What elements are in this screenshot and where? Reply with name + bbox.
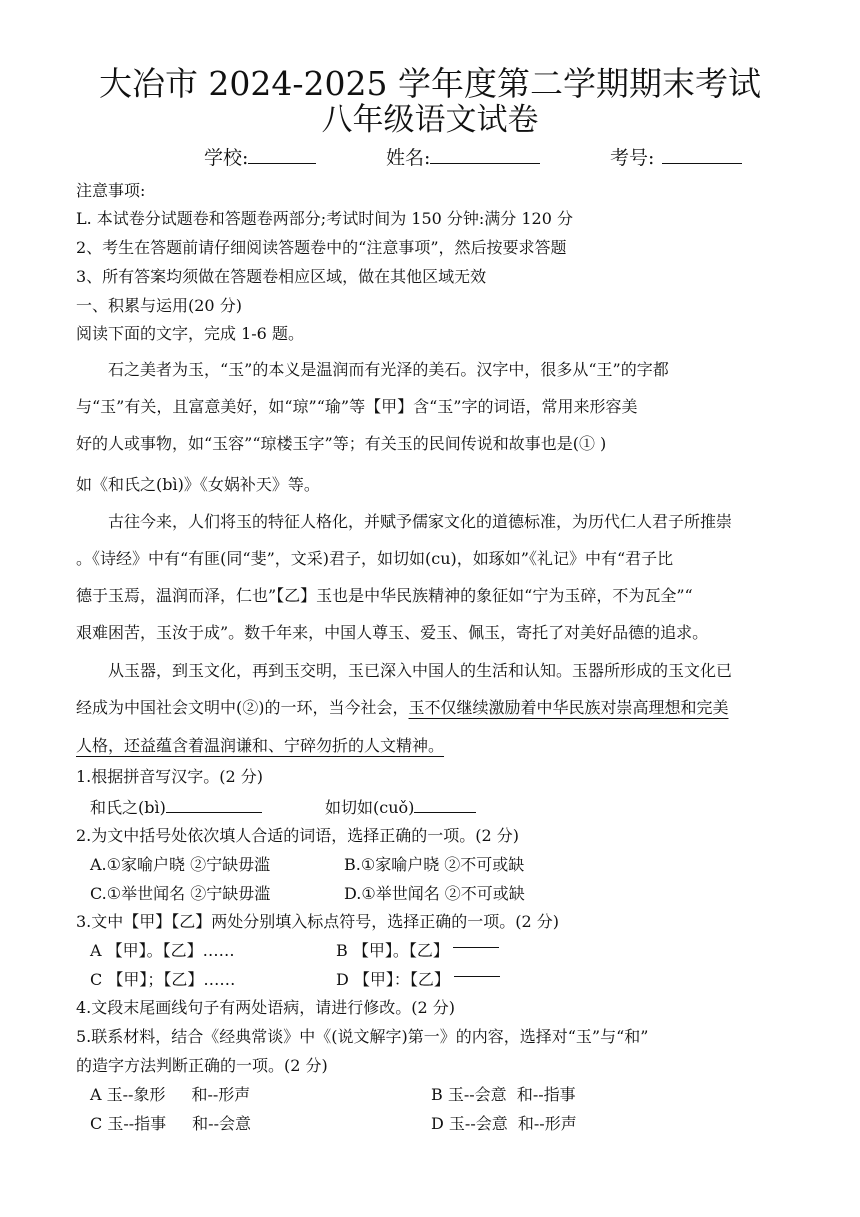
dash-mark [453,947,499,948]
exam-subtitle: 八年级语文试卷 [321,102,539,138]
notice-item: 2、考生在答题前请仔细阅读答题卷中的“注意事项”，然后按要求答题 [76,238,567,257]
school-field [204,145,316,171]
passage-line: 与“玉”有关，且富意美好，如“琼”“瑜”等【甲】含“玉”字的词语，常用来形容美 [76,397,638,416]
passage-line: 石之美者为玉，“玉”的本义是温润而有光泽的美石。汉字中，很多从“王”的字都 [108,360,669,379]
passage-line: 好的人或事物，如“玉容”“琼楼玉字”等；有关玉的民间传说和故事也是(① ) [76,434,607,453]
option-b[interactable]: B.①家喻户晓 ②不可或缺 [344,855,525,874]
notice-heading: 注意事项: [76,181,146,200]
passage-line-mixed [76,697,729,719]
option-d[interactable]: D 玉--会意 和--形声 [431,1114,577,1133]
q1-b-text: 如切如(cuǒ) [325,798,415,817]
id-label: 考号: [610,147,655,169]
q1-a-text: 和氏之(bì) [90,798,166,817]
option-d-text: D 【甲】：【乙】 [336,970,450,989]
id-field [610,145,742,171]
section-instruction: 阅读下面的文字，完成 1-6 题。 [76,324,304,343]
passage-line: 古往今来，人们将玉的特征人格化，并赋予儒家文化的道德标准，为历代仁人君子所推崇 [108,512,733,531]
name-label: 姓名: [386,147,431,169]
option-d[interactable]: D.①举世闻名 ②不可或缺 [344,884,525,903]
option-a-part1: A 玉--象形 [90,1085,166,1104]
question-stem: 4.文段末尾画线句子有两处语病，请进行修改。(2 分) [76,998,456,1017]
q1-a-blank[interactable] [166,798,262,813]
option-b[interactable] [336,940,499,962]
name-blank[interactable] [430,145,540,164]
underlined-sentence: 玉不仅继续激励着中华民族对崇高理想和完美 [408,698,729,717]
question-stem: 的造字方法判断正确的一项。(2 分) [76,1056,328,1075]
notice-item: L. 本试卷分试题卷和答题卷两部分;考试时间为 150 分钟:满分 120 分 [76,209,574,228]
section-heading: 一、积累与运用(20 分) [76,296,242,315]
name-field [386,145,540,171]
notice-item: 3、所有答案均须做在答题卷相应区域，做在其他区域无效 [76,267,487,286]
school-blank[interactable] [248,145,316,164]
passage-line: 从玉器，到玉文化，再到玉交明，玉已深入中国人的生活和认知。玉器所形成的玉文化已 [108,661,733,680]
passage-line: 艰难困苦，玉汝于成”。数千年来，中国人尊玉、爱玉、佩玉，寄托了对美好品德的追求。 [76,623,709,642]
passage-line: 德于玉焉，温润而泽，仁也”【乙】玉也是中华民族精神的象征如“宁为玉碎，不为瓦全”“ [76,586,693,605]
passage-line: 如《和氏之(bì)》《女娲补天》等。 [76,475,320,494]
exam-title: 大冶市 2024-2025 学年度第二学期期末考试 [98,64,762,103]
passage-text: 经成为中国社会文明中(②)的一环，当今社会， [76,698,409,717]
question-stem: 1.根据拼音写汉字。(2 分) [76,767,264,786]
option-a[interactable]: A 【甲】。【乙】…… [90,941,235,960]
question-stem: 3.文中【甲】【乙】两处分别填入标点符号，选择正确的一项。(2 分) [76,912,560,931]
q1-item-b [325,797,476,819]
option-c-part2: 和--会意 [192,1114,251,1133]
question-stem: 2.为文中括号处依次填人合适的词语，选择正确的一项。(2 分) [76,826,520,845]
option-b-text: B 【甲】。【乙】 [336,941,449,960]
option-a[interactable]: A.①家喻户晓 ②宁缺毋滥 [90,855,271,874]
option-d[interactable] [336,969,500,991]
option-c-part1: C 玉--指事 [90,1114,167,1133]
passage-line: 。《诗经》中有“有匪(同“斐”，文采)君子，如切如(cu)，如琢如”《礼记》中有“君子比 [76,549,674,568]
option-c[interactable] [90,1113,251,1135]
option-a[interactable] [90,1084,250,1106]
q1-b-blank[interactable] [414,798,476,813]
question-stem: 5.联系材料，结合《经典常谈》中《(说文解字)第一》的内容，选择对“玉”与“和” [76,1027,649,1046]
option-c[interactable]: C.①举世闻名 ②宁缺毋滥 [90,884,271,903]
option-c[interactable]: C 【甲】；【乙】…… [90,970,236,989]
underlined-sentence: 人格，还益蕴含着温润谦和、宁碎勿折的人文精神。 [76,736,445,755]
option-b[interactable]: B 玉--会意 和--指事 [431,1085,576,1104]
id-blank[interactable] [662,145,742,164]
option-a-part2: 和--形声 [191,1085,251,1104]
school-label: 学校: [204,147,249,169]
dash-mark [454,976,500,977]
q1-item-a [90,797,262,819]
